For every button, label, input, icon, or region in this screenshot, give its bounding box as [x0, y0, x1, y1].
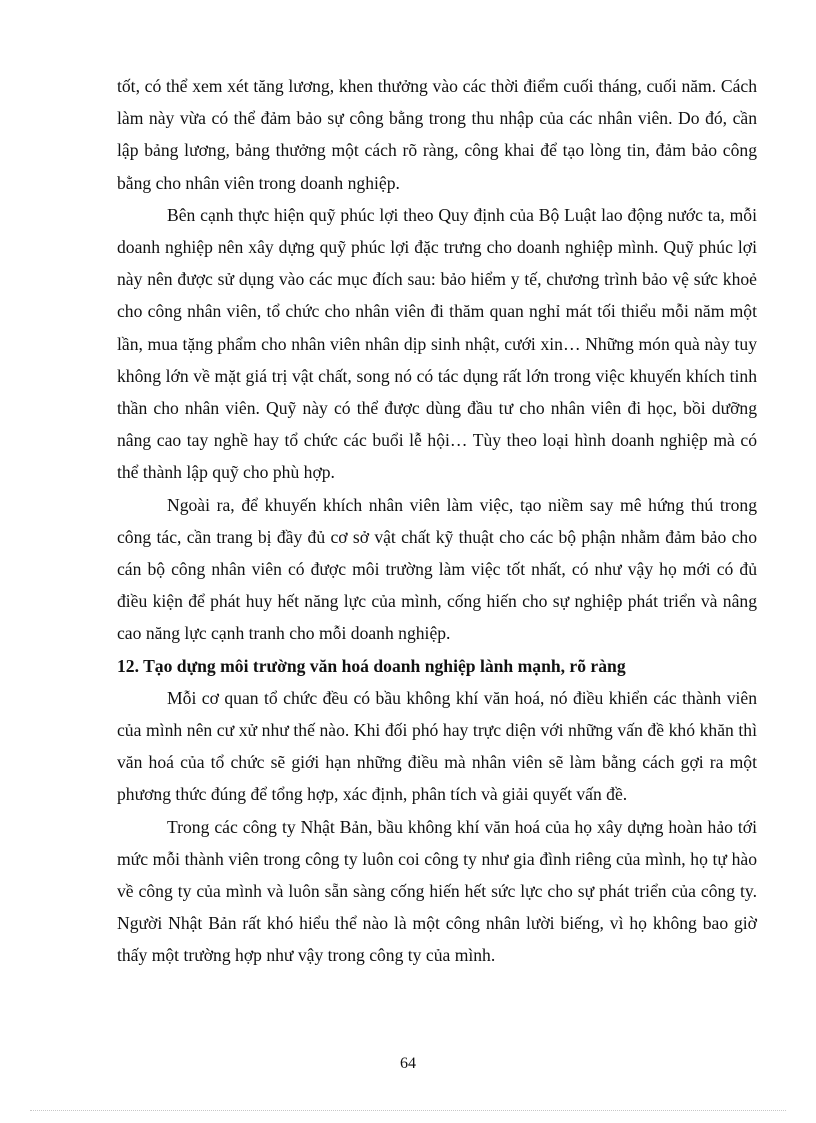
paragraph-culture: Mỗi cơ quan tổ chức đều có bầu không khí văn hoá, nó điều khiển các thành viên của mình nên cư xử như thế nào. Khi đối phó hay trực diện với những vấn đề khó khăn thì văn hoá của tổ chức sẽ giới hạn những điều mà nhân viên sẽ làm bằng cách gợi ra một phương thức đúng để tổng hợp, xác định, phân tích và giải quyết vấn đề. [117, 687, 757, 805]
paragraph-facilities: Ngoài ra, để khuyến khích nhân viên làm việc, tạo niềm say mê hứng thú trong công tác, cần trang bị đầy đủ cơ sở vật chất kỹ thuật cho các bộ phận nhằm đảm bảo cho cán bộ công nhân viên có được môi trường làm việc tốt nhất, có như vậy họ mới có đủ điều kiện để phát huy hết năng lực của mình, cống hiến cho sự nghiệp phát triển và nâng cao năng lực cạnh tranh cho mỗi doanh nghiệp. [117, 494, 757, 644]
paragraph-japan: Trong các công ty Nhật Bản, bầu không khí văn hoá của họ xây dựng hoàn hảo tới mức mỗi thành viên trong công ty luôn coi công ty như gia đình riêng của mình, họ tự hào về công ty của mình và luôn sẵn sàng cống hiến hết sức lực cho sự phát triển của công ty. Người Nhật Bản rất khó hiểu thể nào là một công nhân lười biếng, vì họ không bao giờ thấy một trường hợp như vậy trong công ty của mình. [117, 816, 757, 966]
paragraph-continued: tốt, có thể xem xét tăng lương, khen thưởng vào các thời điểm cuối tháng, cuối năm. Cách làm này vừa có thể đảm bảo sự công bằng trong thu nhập của các nhân viên. Do đó, cần lập bảng lương, bảng thưởng một cách rõ ràng, công khai để tạo lòng tin, đảm bảo công bằng cho nhân viên trong doanh nghiệp. [117, 76, 757, 193]
document-body [117, 70, 757, 972]
paragraph-welfare-fund: Bên cạnh thực hiện quỹ phúc lợi theo Quy định của Bộ Luật lao động nước ta, mỗi doanh nghiệp nên xây dựng quỹ phúc lợi đặc trưng cho doanh nghiệp mình. Quỹ phúc lợi này nên được sử dụng vào các mục đích sau: bảo hiểm y tế, chương trình bảo vệ sức khoẻ cho công nhân viên, tổ chức cho nhân viên đi thăm quan nghỉ mát tối thiểu mỗi năm một lần, mua tặng phẩm cho nhân viên nhân dịp sinh nhật, cưới xin… Những món quà này tuy không lớn về mặt giá trị vật chất, song nó có tác dụng rất lớn trong việc khuyến khích tinh thần cho nhân viên. Quỹ này có thể được dùng đầu tư cho nhân viên đi học, bồi dưỡng nâng cao tay nghề hay tổ chức các buổi lễ hội… Tùy theo loại hình doanh nghiệp mà có thể thành lập quỹ cho phù hợp. [117, 204, 757, 483]
section-heading: 12. Tạo dựng môi trường văn hoá doanh nghiệp lành mạnh, rõ ràng [117, 655, 626, 676]
page-number: 64 [400, 1055, 416, 1072]
footer-divider [30, 1110, 786, 1111]
